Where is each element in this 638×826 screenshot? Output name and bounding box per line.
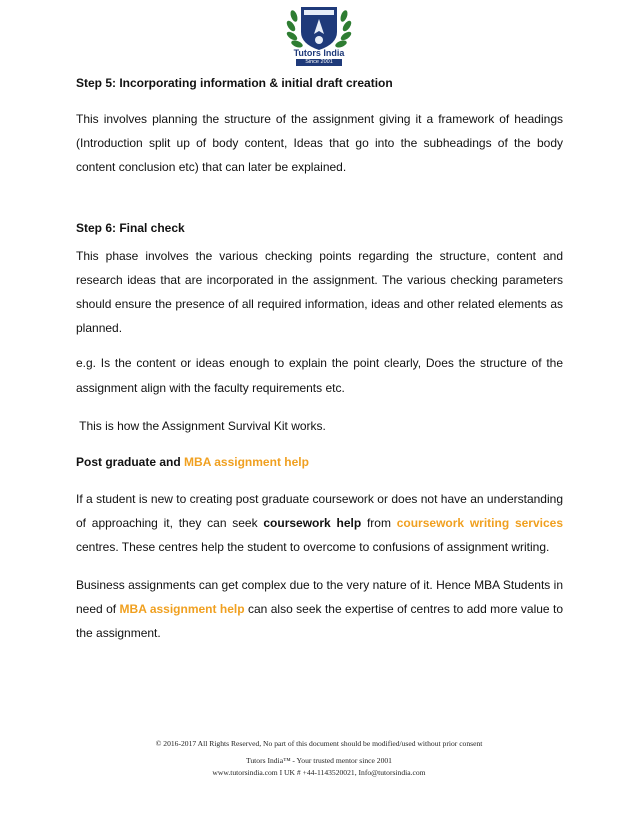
logo-tagline: Since 2001 [296,59,342,66]
footer-contact: www.tutorsindia.com I UK # +44-1143520021, Info@tutorsindia.com [212,768,426,777]
footer-copyright: © 2016-2017 All Rights Reserved, No part of this document should be modified/used without prior consent [155,739,483,748]
pg-heading-text: Post graduate and [76,455,185,470]
document-body [76,71,563,645]
pg-p2-text-2: can also seek the expertise of centres to add more value to the assignment. [76,601,564,641]
mba-assignment-help-link-2[interactable]: MBA assignment help [119,601,245,616]
logo-name: Tutors India [293,48,345,58]
step6-heading: Step 6: Final check [76,220,185,235]
summary-line: This is how the Assignment Survival Kit works. [76,418,326,433]
coursework-help-text: coursework help [263,516,362,531]
footer-tagline: Tutors India™ - Your trusted mentor since 2001 [246,756,392,765]
step6-example: e.g. Is the content or ideas enough to explain the point clearly, Does the structure of the assignment align with the faculty requirements etc. [76,356,563,395]
pg-section-heading [76,450,563,474]
pg-paragraph-1 [76,487,563,560]
pg-p1-text-2: from [361,516,397,531]
step5-paragraph: This involves planning the structure of the assignment giving it a framework of headings (Introduction split up of body content, Ideas that go into the subheadings of the body content conclusion etc) that can later be explained. [76,112,563,175]
coursework-writing-services-link[interactable]: coursework writing services [396,516,563,531]
pg-p1-text-3: centres. These centres help the student to overcome to confusions of assignment writing. [76,540,550,555]
pg-p1-text: If a student is new to creating post graduate coursework or does not have an understanding of approaching it, they can seek [76,492,563,531]
pg-paragraph-2 [76,573,563,646]
tutors-india-logo [282,4,356,66]
mba-assignment-help-link[interactable]: MBA assignment help [184,455,309,470]
pg-p2-text: Business assignments can get complex due to the very nature of it. Hence MBA Students in need of [76,577,563,616]
step5-heading: Step 5: Incorporating information & initial draft creation [76,76,393,90]
step6-paragraph: This phase involves the various checking points regarding the structure, content and research ideas that are incorporated in the assignment. The various checking parameters should ensure the presence of all required information, ideas and other related elements as planned. [76,248,563,336]
